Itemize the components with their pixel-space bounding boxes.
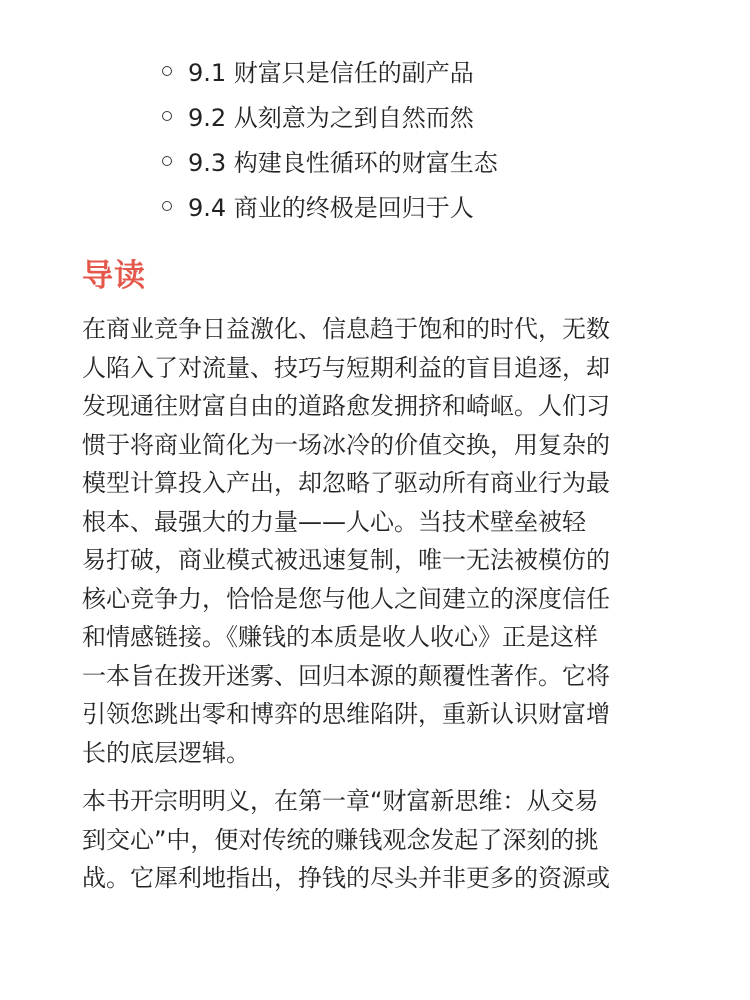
paragraph-line: 和情感链接。《赚钱的本质是收人收心》正是这样 bbox=[82, 623, 598, 651]
paragraph bbox=[82, 310, 682, 772]
hollow-circle-bullet-icon bbox=[162, 111, 172, 121]
paragraph bbox=[82, 782, 682, 898]
paragraph-line: 根本、最强大的力量——人心。当技术壁垒被轻 bbox=[82, 507, 586, 536]
paragraph-line: 本书开宗明明义，在第一章“财富新思维：从交易 bbox=[82, 787, 599, 815]
hollow-circle-bullet-icon bbox=[162, 201, 172, 211]
paragraph-line: 在商业竞争日益激化、信息趋于饱和的时代，无数 bbox=[82, 315, 610, 343]
toc-item-label: 9.2 从刻意为之到自然而然 bbox=[188, 104, 474, 132]
paragraph-line: 人陷入了对流量、技巧与短期利益的盲目追逐，却 bbox=[82, 353, 610, 382]
toc-item[interactable] bbox=[162, 93, 498, 138]
hollow-circle-bullet-icon bbox=[162, 66, 172, 76]
toc-item[interactable] bbox=[162, 138, 498, 183]
toc-item[interactable] bbox=[162, 183, 498, 228]
section-heading: 导读 bbox=[82, 258, 146, 294]
paragraph-line: 核心竞争力，恰恰是您与他人之间建立的深度信任 bbox=[82, 584, 610, 613]
toc-item[interactable] bbox=[162, 48, 498, 93]
paragraph-line: 引领您跳出零和博弈的思维陷阱，重新认识财富增 bbox=[82, 700, 610, 728]
paragraph-line: 战。它犀利地指出，挣钱的尽头并非更多的资源或 bbox=[82, 864, 610, 892]
paragraph-line: 模型计算投入产出，却忽略了驱动所有商业行为最 bbox=[82, 469, 610, 497]
paragraph-line: 到交心”中，便对传统的赚钱观念发起了深刻的挑 bbox=[82, 825, 599, 854]
paragraph-line: 惯于将商业简化为一场冰冷的价值交换，用复杂的 bbox=[82, 430, 610, 459]
toc-item-label: 9.4 商业的终极是回归于人 bbox=[188, 194, 474, 222]
hollow-circle-bullet-icon bbox=[162, 156, 172, 166]
toc-item-label: 9.3 构建良性循环的财富生态 bbox=[188, 149, 498, 177]
section-body bbox=[82, 310, 682, 908]
paragraph-line: 长的底层逻辑。 bbox=[82, 738, 250, 767]
table-of-contents bbox=[162, 48, 498, 228]
toc-item-label: 9.1 财富只是信任的副产品 bbox=[188, 59, 474, 87]
paragraph-line: 易打破，商业模式被迅速复制，唯一无法被模仿的 bbox=[82, 546, 610, 574]
paragraph-line: 一本旨在拨开迷雾、回归本源的颠覆性著作。它将 bbox=[82, 661, 610, 690]
paragraph-line: 发现通往财富自由的道路愈发拥挤和崎岖。人们习 bbox=[82, 392, 610, 420]
